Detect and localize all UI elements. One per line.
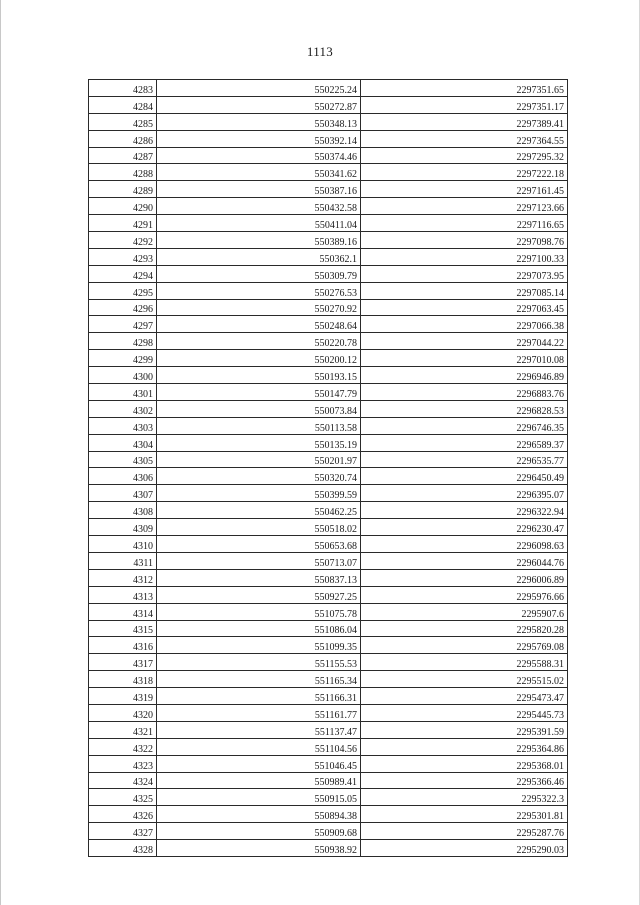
y-coordinate-cell: 2296589.37 (361, 434, 568, 451)
y-coordinate-cell: 2297116.65 (361, 215, 568, 232)
table-row (89, 265, 568, 282)
x-coordinate-cell: 550276.53 (157, 282, 361, 299)
x-coordinate-cell: 550399.59 (157, 485, 361, 502)
x-coordinate-cell: 551137.47 (157, 721, 361, 738)
x-coordinate-cell: 550113.58 (157, 417, 361, 434)
y-coordinate-cell: 2297389.41 (361, 113, 568, 130)
point-number-cell: 4317 (89, 654, 157, 671)
point-number-cell: 4315 (89, 620, 157, 637)
y-coordinate-cell: 2297085.14 (361, 282, 568, 299)
x-coordinate-cell: 550462.25 (157, 502, 361, 519)
y-coordinate-cell: 2295515.02 (361, 671, 568, 688)
scan-edge-left (0, 0, 1, 905)
y-coordinate-cell: 2296044.76 (361, 552, 568, 569)
y-coordinate-cell: 2295301.81 (361, 806, 568, 823)
table-row (89, 417, 568, 434)
table-row (89, 451, 568, 468)
page-number: 1113 (306, 44, 334, 59)
point-number-cell: 4307 (89, 485, 157, 502)
x-coordinate-cell: 551104.56 (157, 738, 361, 755)
y-coordinate-cell: 2296535.77 (361, 451, 568, 468)
y-coordinate-cell: 2297066.38 (361, 316, 568, 333)
point-number-cell: 4327 (89, 823, 157, 840)
x-coordinate-cell: 550248.64 (157, 316, 361, 333)
point-number-cell: 4324 (89, 772, 157, 789)
x-coordinate-cell: 550220.78 (157, 333, 361, 350)
table-row (89, 164, 568, 181)
x-coordinate-cell: 550073.84 (157, 400, 361, 417)
table-row (89, 181, 568, 198)
table-row (89, 823, 568, 840)
y-coordinate-cell: 2296395.07 (361, 485, 568, 502)
table-row (89, 840, 568, 857)
point-number-cell: 4287 (89, 147, 157, 164)
y-coordinate-cell: 2295820.28 (361, 620, 568, 637)
y-coordinate-cell: 2296230.47 (361, 519, 568, 536)
x-coordinate-cell: 551075.78 (157, 603, 361, 620)
y-coordinate-cell: 2295391.59 (361, 721, 568, 738)
point-number-cell: 4314 (89, 603, 157, 620)
y-coordinate-cell: 2297351.17 (361, 96, 568, 113)
table-row (89, 671, 568, 688)
y-coordinate-cell: 2296450.49 (361, 468, 568, 485)
y-coordinate-cell: 2296006.89 (361, 569, 568, 586)
point-number-cell: 4301 (89, 384, 157, 401)
table-row (89, 130, 568, 147)
x-coordinate-cell: 550915.05 (157, 789, 361, 806)
point-number-cell: 4292 (89, 232, 157, 249)
x-coordinate-cell: 551099.35 (157, 637, 361, 654)
y-coordinate-cell: 2295364.86 (361, 738, 568, 755)
y-coordinate-cell: 2295907.6 (361, 603, 568, 620)
table-row (89, 536, 568, 553)
table-row (89, 789, 568, 806)
table-row (89, 316, 568, 333)
x-coordinate-cell: 550909.68 (157, 823, 361, 840)
table-row (89, 147, 568, 164)
y-coordinate-cell: 2295473.47 (361, 688, 568, 705)
y-coordinate-cell: 2295976.66 (361, 586, 568, 603)
table-row (89, 350, 568, 367)
point-number-cell: 4295 (89, 282, 157, 299)
table-row (89, 232, 568, 249)
x-coordinate-cell: 550320.74 (157, 468, 361, 485)
y-coordinate-cell: 2297295.32 (361, 147, 568, 164)
x-coordinate-cell: 551046.45 (157, 755, 361, 772)
y-coordinate-cell: 2297351.65 (361, 80, 568, 97)
x-coordinate-cell: 550411.04 (157, 215, 361, 232)
x-coordinate-cell: 550387.16 (157, 181, 361, 198)
y-coordinate-cell: 2297063.45 (361, 299, 568, 316)
x-coordinate-cell: 550392.14 (157, 130, 361, 147)
x-coordinate-cell: 550348.13 (157, 113, 361, 130)
y-coordinate-cell: 2295445.73 (361, 704, 568, 721)
table-row (89, 704, 568, 721)
table-row (89, 215, 568, 232)
point-number-cell: 4299 (89, 350, 157, 367)
point-number-cell: 4304 (89, 434, 157, 451)
point-number-cell: 4321 (89, 721, 157, 738)
table-row (89, 384, 568, 401)
point-number-cell: 4310 (89, 536, 157, 553)
point-number-cell: 4322 (89, 738, 157, 755)
point-number-cell: 4290 (89, 198, 157, 215)
y-coordinate-cell: 2296946.89 (361, 367, 568, 384)
point-number-cell: 4285 (89, 113, 157, 130)
point-number-cell: 4326 (89, 806, 157, 823)
point-number-cell: 4291 (89, 215, 157, 232)
table-row (89, 603, 568, 620)
x-coordinate-cell: 551155.53 (157, 654, 361, 671)
x-coordinate-cell: 550193.15 (157, 367, 361, 384)
point-number-cell: 4319 (89, 688, 157, 705)
x-coordinate-cell: 550894.38 (157, 806, 361, 823)
table-row (89, 519, 568, 536)
point-number-cell: 4289 (89, 181, 157, 198)
point-number-cell: 4306 (89, 468, 157, 485)
table-row (89, 198, 568, 215)
x-coordinate-cell: 550374.46 (157, 147, 361, 164)
point-number-cell: 4294 (89, 265, 157, 282)
table-row (89, 282, 568, 299)
point-number-cell: 4309 (89, 519, 157, 536)
y-coordinate-cell: 2297098.76 (361, 232, 568, 249)
point-number-cell: 4297 (89, 316, 157, 333)
x-coordinate-cell: 550927.25 (157, 586, 361, 603)
coordinates-table (88, 79, 568, 857)
x-coordinate-cell: 550201.97 (157, 451, 361, 468)
table-row (89, 755, 568, 772)
point-number-cell: 4325 (89, 789, 157, 806)
x-coordinate-cell: 550135.19 (157, 434, 361, 451)
table-row (89, 468, 568, 485)
x-coordinate-cell: 550653.68 (157, 536, 361, 553)
y-coordinate-cell: 2297100.33 (361, 248, 568, 265)
x-coordinate-cell: 550341.62 (157, 164, 361, 181)
y-coordinate-cell: 2297010.08 (361, 350, 568, 367)
table-row (89, 688, 568, 705)
x-coordinate-cell: 550989.41 (157, 772, 361, 789)
point-number-cell: 4305 (89, 451, 157, 468)
table-row (89, 367, 568, 384)
x-coordinate-cell: 550432.58 (157, 198, 361, 215)
point-number-cell: 4311 (89, 552, 157, 569)
point-number-cell: 4316 (89, 637, 157, 654)
point-number-cell: 4288 (89, 164, 157, 181)
y-coordinate-cell: 2295287.76 (361, 823, 568, 840)
point-number-cell: 4320 (89, 704, 157, 721)
point-number-cell: 4298 (89, 333, 157, 350)
table-row (89, 586, 568, 603)
x-coordinate-cell: 551165.34 (157, 671, 361, 688)
y-coordinate-cell: 2297044.22 (361, 333, 568, 350)
y-coordinate-cell: 2297161.45 (361, 181, 568, 198)
y-coordinate-cell: 2296883.76 (361, 384, 568, 401)
table-row (89, 502, 568, 519)
table-row (89, 96, 568, 113)
point-number-cell: 4283 (89, 80, 157, 97)
table-row (89, 248, 568, 265)
table-row (89, 434, 568, 451)
table-row (89, 738, 568, 755)
y-coordinate-cell: 2295322.3 (361, 789, 568, 806)
point-number-cell: 4286 (89, 130, 157, 147)
x-coordinate-cell: 550362.1 (157, 248, 361, 265)
point-number-cell: 4303 (89, 417, 157, 434)
y-coordinate-cell: 2295588.31 (361, 654, 568, 671)
x-coordinate-cell: 550938.92 (157, 840, 361, 857)
table-row (89, 485, 568, 502)
point-number-cell: 4284 (89, 96, 157, 113)
point-number-cell: 4293 (89, 248, 157, 265)
y-coordinate-cell: 2297364.55 (361, 130, 568, 147)
x-coordinate-cell: 551086.04 (157, 620, 361, 637)
y-coordinate-cell: 2296098.63 (361, 536, 568, 553)
coordinates-table-body (89, 80, 568, 857)
point-number-cell: 4323 (89, 755, 157, 772)
table-row (89, 80, 568, 97)
y-coordinate-cell: 2295368.01 (361, 755, 568, 772)
x-coordinate-cell: 550270.92 (157, 299, 361, 316)
x-coordinate-cell: 550713.07 (157, 552, 361, 569)
table-row (89, 552, 568, 569)
table-row (89, 620, 568, 637)
y-coordinate-cell: 2296322.94 (361, 502, 568, 519)
x-coordinate-cell: 550272.87 (157, 96, 361, 113)
x-coordinate-cell: 550389.16 (157, 232, 361, 249)
table-row (89, 806, 568, 823)
point-number-cell: 4328 (89, 840, 157, 857)
table-row (89, 569, 568, 586)
x-coordinate-cell: 551161.77 (157, 704, 361, 721)
point-number-cell: 4313 (89, 586, 157, 603)
table-row (89, 721, 568, 738)
x-coordinate-cell: 551166.31 (157, 688, 361, 705)
table-row (89, 400, 568, 417)
y-coordinate-cell: 2296828.53 (361, 400, 568, 417)
point-number-cell: 4312 (89, 569, 157, 586)
y-coordinate-cell: 2297073.95 (361, 265, 568, 282)
x-coordinate-cell: 550200.12 (157, 350, 361, 367)
table-row (89, 772, 568, 789)
x-coordinate-cell: 550837.13 (157, 569, 361, 586)
x-coordinate-cell: 550518.02 (157, 519, 361, 536)
y-coordinate-cell: 2295366.46 (361, 772, 568, 789)
x-coordinate-cell: 550147.79 (157, 384, 361, 401)
point-number-cell: 4308 (89, 502, 157, 519)
point-number-cell: 4318 (89, 671, 157, 688)
y-coordinate-cell: 2295769.08 (361, 637, 568, 654)
point-number-cell: 4296 (89, 299, 157, 316)
table-row (89, 637, 568, 654)
y-coordinate-cell: 2297123.66 (361, 198, 568, 215)
table-row (89, 113, 568, 130)
x-coordinate-cell: 550309.79 (157, 265, 361, 282)
y-coordinate-cell: 2297222.18 (361, 164, 568, 181)
y-coordinate-cell: 2295290.03 (361, 840, 568, 857)
table-row (89, 654, 568, 671)
point-number-cell: 4302 (89, 400, 157, 417)
point-number-cell: 4300 (89, 367, 157, 384)
table-row (89, 333, 568, 350)
x-coordinate-cell: 550225.24 (157, 80, 361, 97)
y-coordinate-cell: 2296746.35 (361, 417, 568, 434)
table-row (89, 299, 568, 316)
